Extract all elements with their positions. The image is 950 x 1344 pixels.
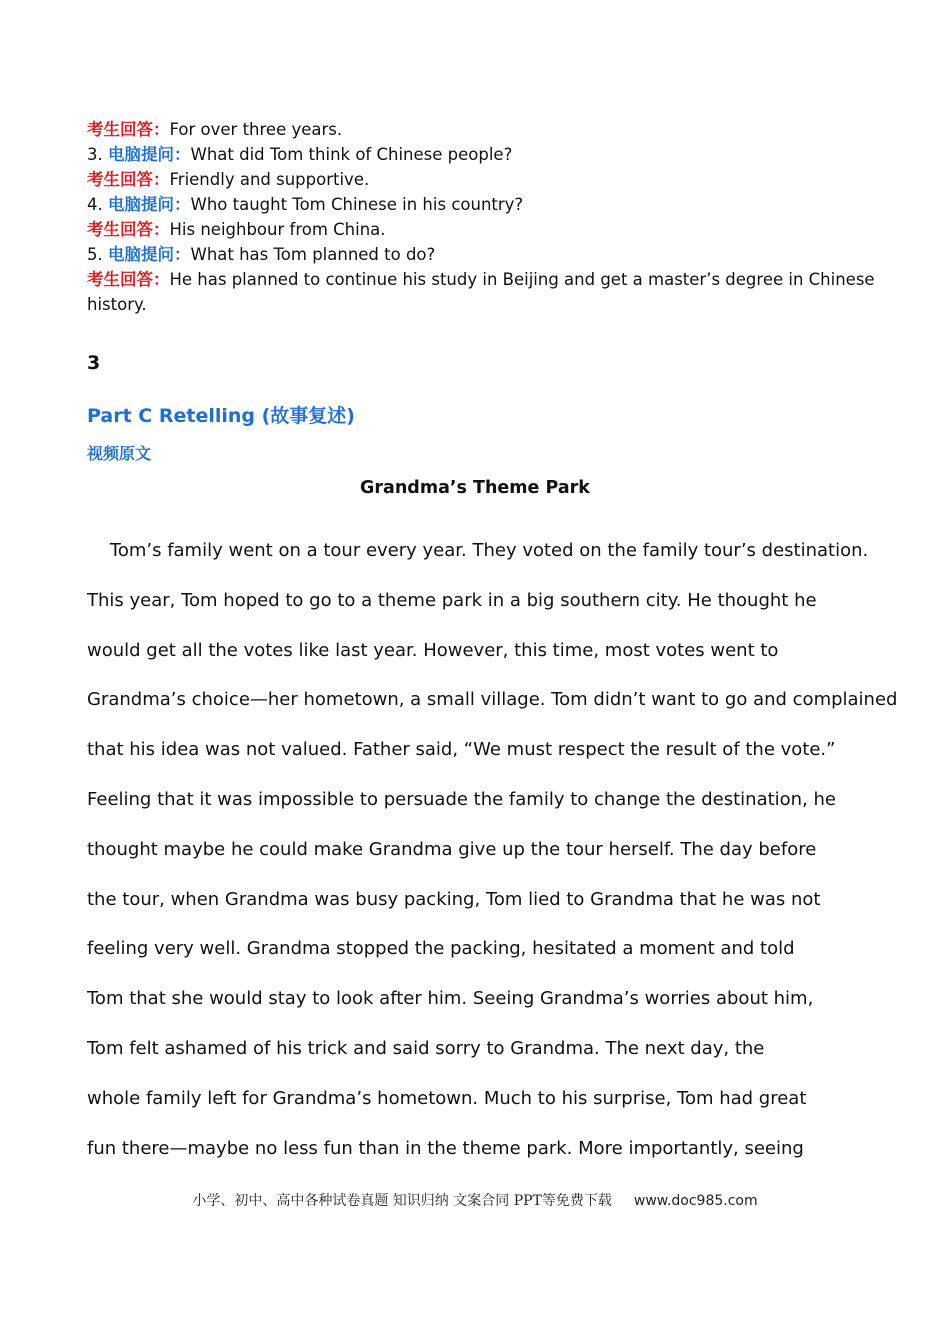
answer-label: 考生回答： [87,170,170,189]
question-label: 电脑提问： [108,195,191,214]
answer-text: He has planned to continue his study in Beijing and get a master’s degree in Chinese history. [87,270,875,314]
video-transcript-label: 视频原文 [87,444,152,463]
question-text: What has Tom planned to do? [190,245,436,264]
answer-text: His neighbour from China. [169,220,386,239]
answer-2 [87,117,877,142]
part-title: Part C Retelling (故事复述) [87,405,355,427]
story-line: thought maybe he could make Grandma give up the tour herself. The day before [87,838,817,860]
story-line: that his idea was not valued. Father said, “We must respect the result of the vote.” [87,739,836,761]
answer-4 [87,217,877,242]
answer-label: 考生回答： [87,120,170,139]
question-label: 电脑提问： [108,245,191,264]
story-line: would get all the votes like last year. However, this time, most votes went to [87,639,779,661]
page-footer [0,1190,950,1210]
story-line: Grandma’s choice—her hometown, a small village. Tom didn’t want to go and complained [87,689,898,711]
question-3 [87,142,877,167]
story-line: whole family left for Grandma’s hometown. Much to his surprise, Tom had great [87,1087,807,1109]
question-5 [87,242,877,267]
story-body [87,526,898,1173]
story-line: Tom felt ashamed of his trick and said sorry to Grandma. The next day, the [87,1037,765,1059]
story-line: Feeling that it was impossible to persuade the family to change the destination, he [87,788,837,810]
story-line: feeling very well. Grandma stopped the packing, hesitated a moment and told [87,938,795,960]
question-text: What did Tom think of Chinese people? [190,145,513,164]
story-line: the tour, when Grandma was busy packing, Tom lied to Grandma that he was not [87,888,821,910]
footer-site: www.doc985.com [633,1193,758,1209]
footer-text: 小学、初中、高中各种试卷真题 知识归纳 文案合同 PPT等免费下载 [192,1193,612,1209]
story-line: This year, Tom hoped to go to a theme park in a big southern city. He thought he [87,589,817,611]
question-text: Who taught Tom Chinese in his country? [190,195,524,214]
question-number: 3. [87,145,108,164]
answer-5 [87,267,877,317]
story-line: Tom’s family went on a tour every year. They voted on the family tour’s destination. [87,540,869,561]
story-title: Grandma’s Theme Park [360,478,590,498]
story-line: fun there—maybe no less fun than in the theme park. More importantly, seeing [87,1137,804,1159]
answer-text: For over three years. [169,120,343,139]
question-number: 5. [87,245,108,264]
answer-label: 考生回答： [87,220,170,239]
story-line: Tom that she would stay to look after him. Seeing Grandma’s worries about him, [87,988,814,1010]
section-number: 3 [87,352,101,374]
question-label: 电脑提问： [108,145,191,164]
qa-section [87,117,877,317]
question-number: 4. [87,195,108,214]
answer-3 [87,167,877,192]
question-4 [87,192,877,217]
answer-text: Friendly and supportive. [169,170,370,189]
answer-label: 考生回答： [87,270,170,289]
